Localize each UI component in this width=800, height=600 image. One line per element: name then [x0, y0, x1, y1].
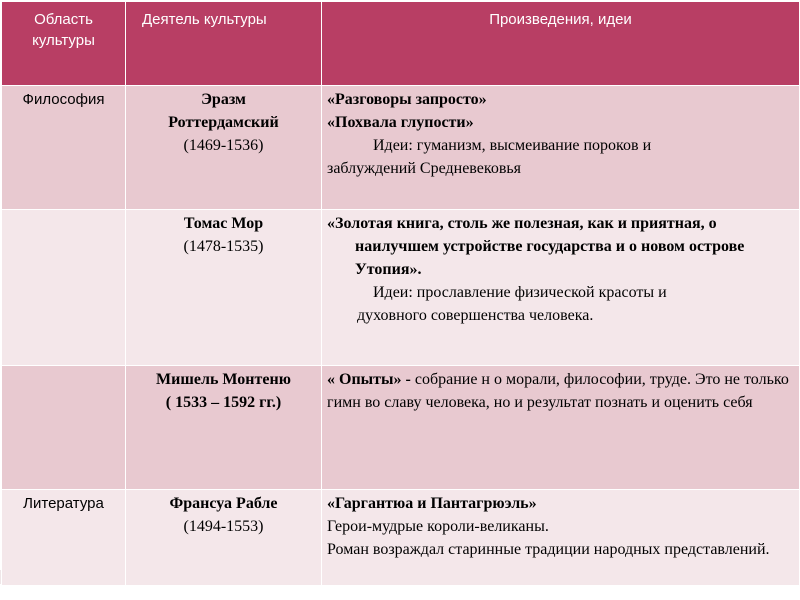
person-name: Мишель Монтеню: [156, 371, 291, 388]
person-years: (1478-1535): [183, 238, 264, 255]
works-cell: [322, 86, 800, 210]
work-title: « Опыты» -: [327, 371, 411, 388]
work-ideas-cont: духовного совершенства человека.: [357, 307, 594, 324]
person-cell: [126, 490, 322, 586]
work-ideas-block: [327, 281, 793, 327]
area-label: Литература: [23, 495, 104, 512]
person-name: Роттердамский: [168, 114, 279, 131]
work-line: Роман возраждал старинные традиции народных представлений.: [327, 541, 770, 558]
work-ideas-cont: заблуждений Средневековья: [327, 160, 522, 177]
header-works: Произведения, идеи: [322, 2, 800, 86]
person-years: (1469-1536): [183, 137, 264, 154]
work-description: собрание н о морали, философии, труде. Это не только гимн во славу человека, но и результат познать и оценить себя: [327, 371, 789, 411]
work-title: «Разговоры запросто»: [327, 91, 487, 108]
area-cell: [2, 210, 126, 366]
work-title: «Похвала глупости»: [327, 114, 474, 131]
person-cell: [126, 210, 322, 366]
person-cell: [126, 366, 322, 490]
table-row-montaigne: [2, 366, 800, 490]
work-title: «Гаргантюа и Пантагрюэль»: [327, 495, 537, 512]
works-cell: [322, 210, 800, 366]
person-years: (1494-1553): [183, 518, 264, 535]
table-row-more: [2, 210, 800, 366]
person-name: Франсуа Рабле: [169, 495, 278, 512]
area-cell: [2, 490, 126, 586]
person-name: Эразм: [201, 91, 246, 108]
table-header-row: [2, 2, 800, 86]
work-ideas: Идеи: прославление физической красоты и: [373, 284, 667, 301]
area-label: Философия: [22, 91, 105, 108]
work-line: Герои-мудрые короли-великаны.: [327, 518, 549, 535]
culture-table: [1, 1, 800, 586]
area-cell: [2, 86, 126, 210]
header-area: Область культуры: [2, 2, 126, 86]
work-ideas: Идеи: гуманизм, высмеивание пороков и: [373, 137, 652, 154]
works-cell: [322, 366, 800, 490]
person-name: Томас Мор: [183, 215, 264, 232]
table-row-erasmus: [2, 86, 800, 210]
work-title: «Золотая книга, столь же полезная, как и приятная, о наилучшем устройстве государства и о новом острове Утопия».: [327, 215, 745, 278]
area-cell: [2, 366, 126, 490]
works-cell: [322, 490, 800, 586]
person-years: ( 1533 – 1592 гг.): [165, 394, 282, 411]
header-person: Деятель культуры: [126, 2, 322, 86]
table-row-rabelais: [2, 490, 800, 586]
person-cell: [126, 86, 322, 210]
